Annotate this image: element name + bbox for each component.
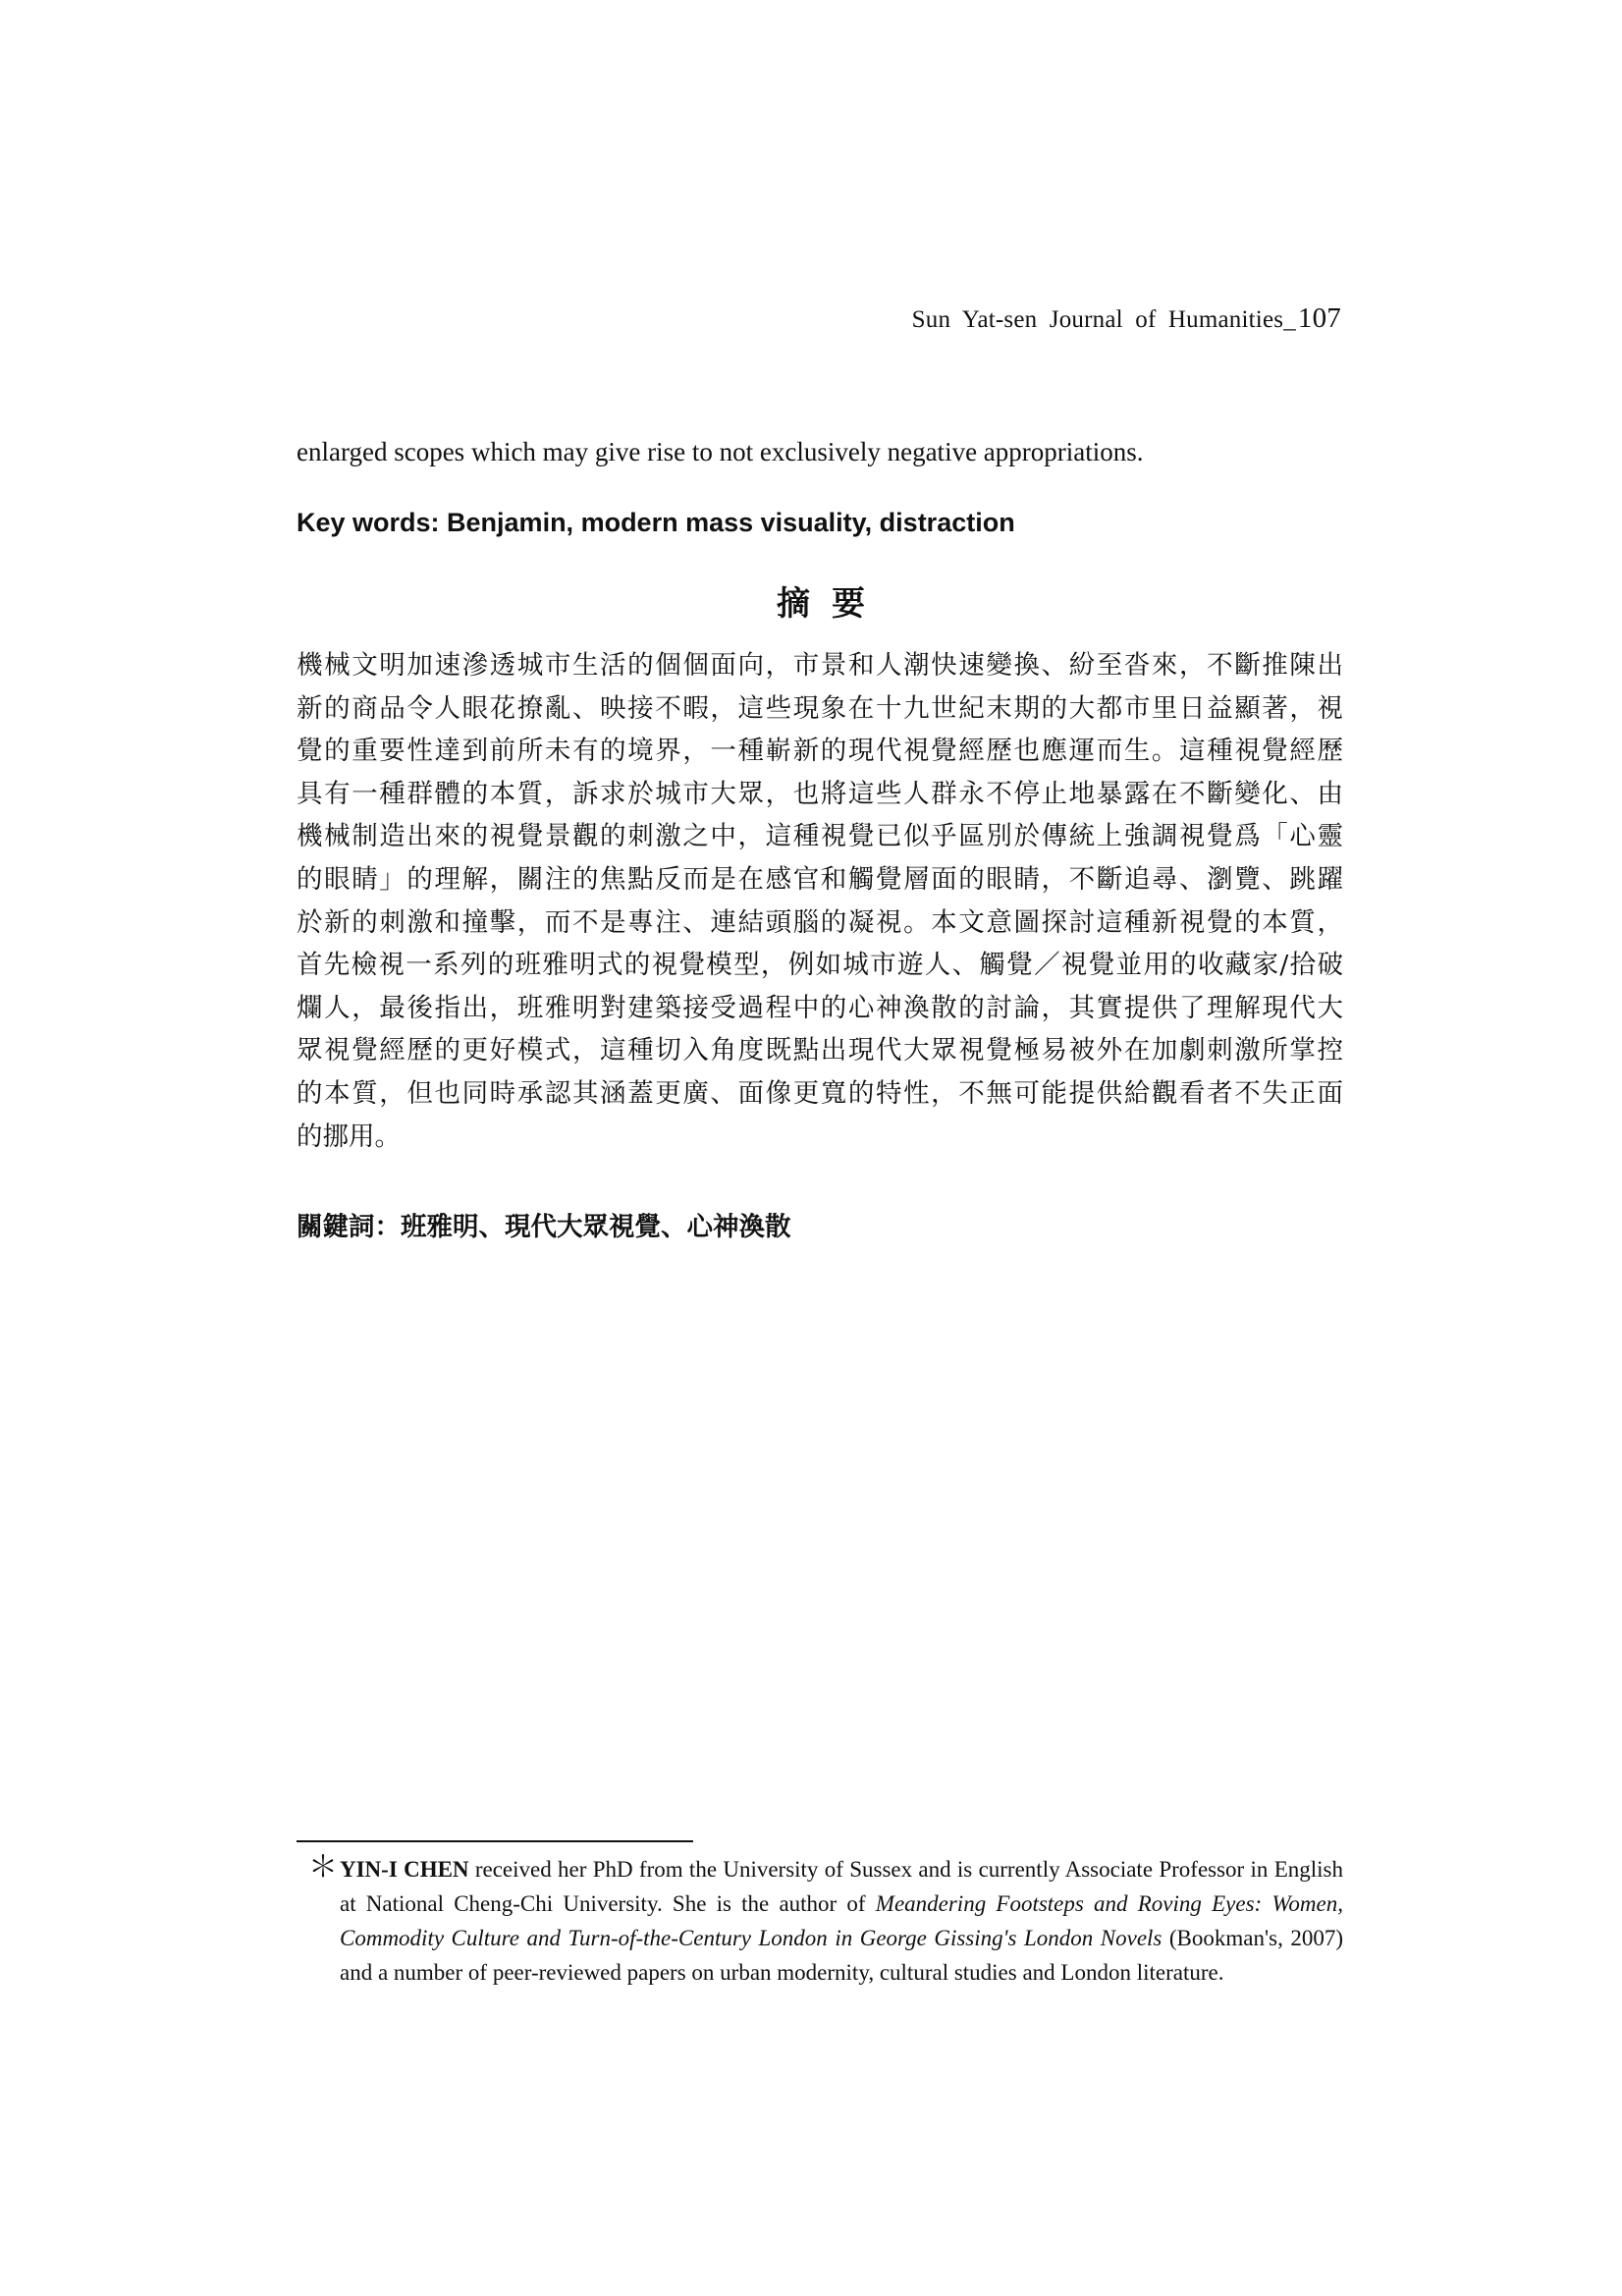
footnote-marker: ＊ [308,1850,338,1885]
abstract-zh-line: 機械文明加速滲透城市生活的個個面向，市景和人潮快速變換、紛至沓來，不斷推陳出 [297,650,1343,681]
keywords-zh: 關鍵詞：班雅明、現代大眾視覺、心神渙散 [297,1212,791,1242]
footnote-text-2: (Bookman's, 2007) and a number of peer-reviewed papers on urban modernity, cultural studies and London literature. [340,1926,1343,1985]
abstract-zh [297,644,1343,1158]
abstract-zh-line: 的本質，但也同時承認其涵蓋更廣、面像更寬的特性，不無可能提供給觀看者不失正面 [297,1077,1343,1109]
header-separator: _ [1283,306,1296,333]
abstract-zh-line: 於新的刺激和撞擊，而不是專注、連結頭腦的凝視。本文意圖探討這種新視覺的本質， [297,906,1343,938]
page-number: 107 [1297,302,1341,334]
abstract-heading-zh: 摘要 [777,586,887,623]
author-footnote [308,1850,1343,1990]
footnote-author: YIN-I CHEN [340,1857,469,1882]
abstract-zh-line: 眾視覺經歷的更好模式，這種切入角度既點出現代大眾視覺極易被外在加劇刺激所掌控 [297,1035,1343,1066]
journal-title: Sun Yat-sen Journal of Humanities [911,306,1284,333]
footnote-divider [297,1840,693,1842]
abstract-zh-line: 機械制造出來的視覺景觀的刺激之中，這種視覺已似乎區別於傳統上強調視覺爲「心靈 [297,821,1343,852]
keywords-en: Key words: Benjamin, modern mass visuality, distraction [297,508,1015,537]
abstract-zh-line: 具有一種群體的本質，訴求於城市大眾，也將這些人群永不停止地暴露在不斷變化、由 [297,778,1343,809]
abstract-zh-line: 爛人，最後指出，班雅明對建築接受過程中的心神渙散的討論，其實提供了理解現代大 [297,992,1343,1023]
footnote-text-1: received her PhD from the University of Sussex and is currently Associate Professor in English at National Cheng-Chi University. She is the author of [340,1857,1343,1916]
running-header [912,302,1341,335]
footnote-book-title: Meandering Footsteps and Roving Eyes: Women, Commodity Culture and Turn-of-the-Century London in George Gissing's London Novels [340,1891,1343,1950]
abstract-zh-line: 的挪用。 [297,1121,401,1152]
abstract-zh-line: 首先檢視一系列的班雅明式的視覺模型，例如城市遊人、觸覺／視覺並用的收藏家/拾破 [297,950,1343,981]
abstract-zh-line: 的眼睛」的理解，關注的焦點反而是在感官和觸覺層面的眼睛，不斷追尋、瀏覽、跳躍 [297,863,1343,895]
abstract-zh-line: 新的商品令人眼花撩亂、映接不暇，這些現象在十九世紀末期的大都市里日益顯著，視 [297,692,1343,724]
abstract-zh-line: 覺的重要性達到前所未有的境界，一種嶄新的現代視覺經歷也應運而生。這種視覺經歷 [297,736,1343,767]
abstract-en-continuation: enlarged scopes which may give rise to not exclusively negative appropriations. [297,437,1144,466]
